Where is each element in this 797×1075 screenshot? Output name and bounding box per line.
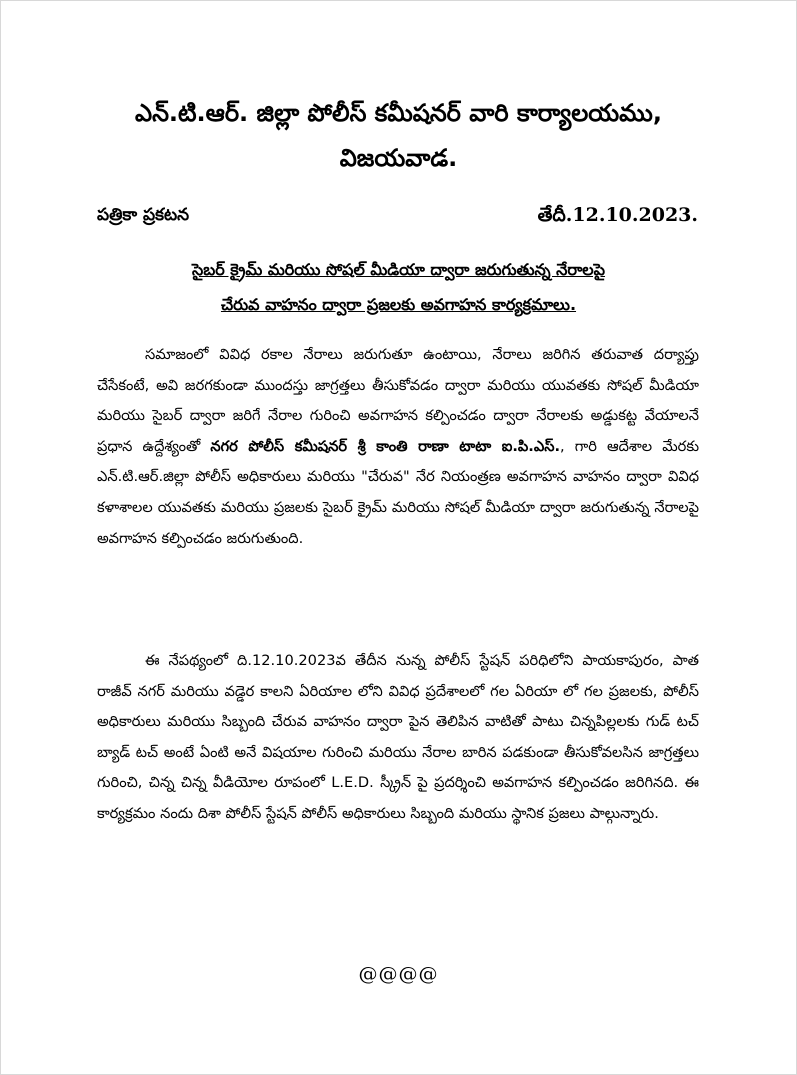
body-paragraph-2: ఈ నేపథ్యంలో ది.12.10.2023వ తేదీన నున్న పోలీస్ స్టేషన్ పరిధిలోని పాయకాపురం, పాత రాజీవ్ నగర్ మరియు వడ్డెర కాలని ఏరియాల లోని వివిధ ప్రదేశాలలో గల ఏరియా లో గల ప్రజలకు, పోలీస్ అధికారులు మరియు సిబ్బంది చేరువ వాహనం ద్వారా పైన తెలిపిన వాటితో పాటు చిన్నపిల్లలకు గుడ్ టచ్ బ్యాడ్ టచ్ అంటే ఏంటి అనే విషయాల గురించి మరియు నేరాల బారిన పడకుండా తీసుకోవలసిన జాగ్రత్తలు గురించి, చిన్న చిన్న వీడియోల రూపంలో L.E.D. స్క్రీన్ పై ప్రదర్శించి అవగాహన కల్పించడం జరిగినది. ఈ కార్యక్రమం నందు దిశా పోలీస్ స్టేషన్ పోలీస్ అధికారులు సిబ్బంది మరియు స్థానిక ప్రజలు పాల్గున్నారు. xyxy=(97,652,699,822)
subject-line-2: చేరువ వాహనం ద్వారా ప్రజలకు అవగాహన కార్యక్రమాలు. xyxy=(220,295,577,314)
office-city: విజయవాడ. xyxy=(339,144,458,172)
paragraph-1-text-start: సమాజంలో వివిధ రకాల నేరాలు జరుగుతూ ఉంటాయి, నేరాలు జరిగిన తరువాత దర్యాప్తు చేసేకంటే, అవి జరగకుండా ముందస్తు జాగ్రత్తలు తీసుకోవడం ద్వారా మరియు యువతకు సోషల్ మీడియా మరియు సైబర్ ద్వారా జరిగే నేరాల గురించి అవగాహన కల్పించడం ద్వారా నేరాలకు అడ్డుకట్ట వేయాలనే ప్రధాన ఉద్దేశ్యంతో xyxy=(97,346,699,455)
press-release-label: పత్రికా ప్రకటన xyxy=(97,205,190,225)
body-paragraph-1 xyxy=(97,340,699,554)
closing-mark: @@@@ xyxy=(358,963,439,985)
commissioner-name: నగర పోలీస్ కమీషనర్ శ్రీ కాంతి రాణా టాటా ఐ.పి.ఎస్. xyxy=(210,437,560,455)
release-date: తేదీ.12.10.2023. xyxy=(537,204,698,226)
office-title: ఎన్.టి.ఆర్. జిల్లా పోలీస్ కమీషనర్ వారి కార్యాలయము, xyxy=(135,99,662,127)
subject-line-1: సైబర్ క్రైమ్ మరియు సోషల్ మీడియా ద్వారా జరుగుతున్న నేరాలపై xyxy=(191,260,606,279)
paragraph-1-text-end: , గారి ఆదేశాల మేరకు ఎన్.టి.ఆర్.జిల్లా పోలీస్ అధికారులు మరియు "చేరువ" నేర నియంత్రణ అవగాహన వాహనం ద్వారా వివిధ కళాశాలల యువతకు మరియు ప్రజలకు సైబర్ క్రైమ్ మరియు సోషల్ మీడియా ద్వారా జరుగుతున్న నేరాలపై అవగాహన కల్పించడం జరుగుతుంది. xyxy=(97,437,699,547)
